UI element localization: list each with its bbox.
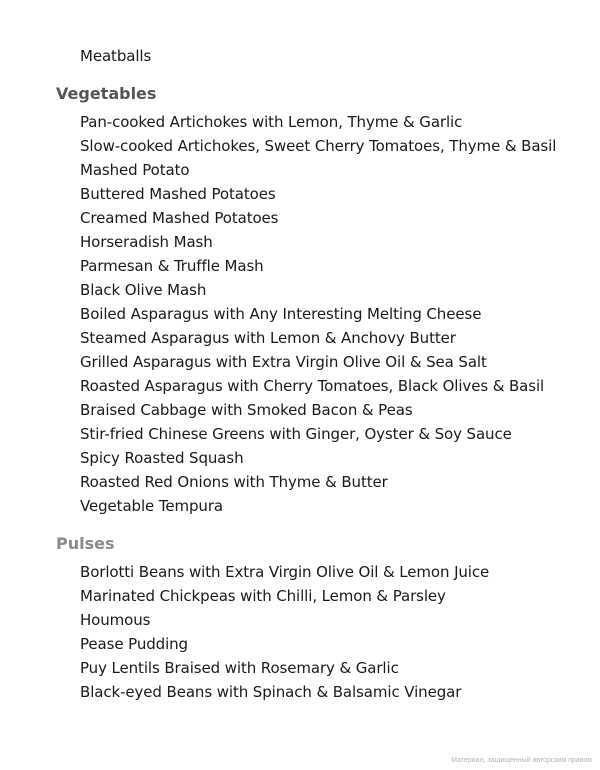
list-item: Horseradish Mash	[80, 233, 213, 251]
list-item: Marinated Chickpeas with Chilli, Lemon & Parsley	[80, 587, 446, 605]
list-item: Pan-cooked Artichokes with Lemon, Thyme & Garlic	[80, 113, 463, 131]
section-heading-vegetables: Vegetables	[56, 84, 157, 103]
list-item: Puy Lentils Braised with Rosemary & Garlic	[80, 659, 399, 677]
list-item-meatballs: Meatballs	[80, 47, 152, 65]
list-item: Slow-cooked Artichokes, Sweet Cherry Tomatoes, Thyme & Basil	[80, 137, 557, 155]
list-item: Buttered Mashed Potatoes	[80, 185, 276, 203]
list-item: Houmous	[80, 611, 151, 629]
list-item: Black Olive Mash	[80, 281, 207, 299]
list-item: Mashed Potato	[80, 161, 190, 179]
list-item: Spicy Roasted Squash	[80, 449, 244, 467]
list-item: Pease Pudding	[80, 635, 188, 653]
list-item: Braised Cabbage with Smoked Bacon & Peas	[80, 401, 413, 419]
list-item: Parmesan & Truffle Mash	[80, 257, 264, 275]
list-item: Steamed Asparagus with Lemon & Anchovy Butter	[80, 329, 456, 347]
list-item: Borlotti Beans with Extra Virgin Olive Oil & Lemon Juice	[80, 563, 490, 581]
copyright-watermark: Материал, защищенный авторским правом	[451, 757, 592, 764]
list-item: Black-eyed Beans with Spinach & Balsamic Vinegar	[80, 683, 462, 701]
list-item: Vegetable Tempura	[80, 497, 223, 515]
list-item: Boiled Asparagus with Any Interesting Melting Cheese	[80, 305, 482, 323]
section-heading-pulses: Pulses	[56, 534, 115, 553]
list-item: Creamed Mashed Potatoes	[80, 209, 279, 227]
list-item: Roasted Red Onions with Thyme & Butter	[80, 473, 388, 491]
list-item: Stir-fried Chinese Greens with Ginger, Oyster & Soy Sauce	[80, 425, 512, 443]
list-item: Roasted Asparagus with Cherry Tomatoes, Black Olives & Basil	[80, 377, 545, 395]
list-item: Grilled Asparagus with Extra Virgin Olive Oil & Sea Salt	[80, 353, 487, 371]
